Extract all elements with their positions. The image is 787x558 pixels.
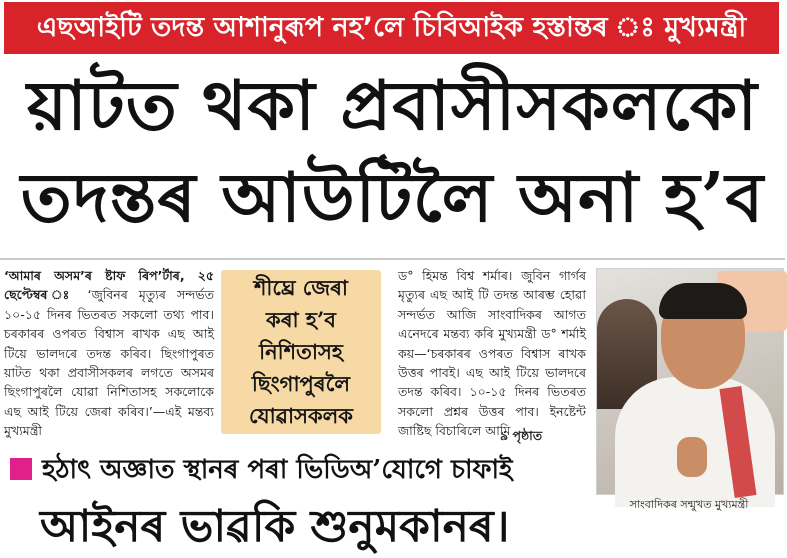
main-headline-line-2: তদন্তৰ আউটিলৈ অনা হ’ব: [20, 158, 765, 238]
pullquote-line-3: নিশিতাসহ: [259, 339, 343, 364]
pullquote-line-2: কৰা হ’ব: [266, 307, 336, 332]
continued-on-page[interactable]: ৯ পৃষ্ঠাত: [500, 428, 543, 443]
photo-caption: সাংবাদিকৰ সন্মুখত মুখ্যমন্ত্ৰী: [629, 498, 749, 511]
thumbs-up-hand: [677, 437, 707, 477]
second-story-headline: আইনৰ ভাৱকি শুনুমকানৰ।: [40, 501, 510, 552]
second-story-subhead: [10, 452, 590, 488]
kicker-strip: [0, 0, 785, 58]
article-body-2: ড° হিমন্ত বিশ্ব শৰ্মাৰ। জুবিন গাৰ্গৰ মৃত্যুৰ এছ আই টি তদন্ত আৰম্ভ হোৱা সন্দৰ্ভত আজি সাংবাদিকৰ আগত এনেদৰে মন্তব্য কৰি মুখ্যমন্ত্ৰী ড° শৰ্মাই কয়—‘চৰকাৰৰ ওপৰত বিশ্বাস ৰাখক উত্তৰ পাবই। এছ আই টিয়ে ভালদৰে তদন্ত কৰিব। ১০-১৫ দিনৰ ভিতৰত সকলো প্ৰশ্নৰ উত্তৰ পাব। ইনষ্টেন্ট জাষ্টিছ বিচাৰিলে আমি: [398, 268, 586, 439]
pullquote-line-4: ছিংগাপুৰলৈ: [251, 371, 351, 396]
pullquote-line-5: যোৱাসকলক: [249, 403, 353, 428]
pullquote-line-1: শীঘ্ৰে জেৰা: [253, 275, 349, 300]
divider: [0, 258, 785, 260]
speaker-hair: [659, 283, 747, 319]
chief-minister-photo: [596, 268, 784, 495]
bullet-square-icon: [10, 458, 32, 480]
article-column-2: [398, 266, 586, 448]
second-story-headline-cut: [40, 496, 560, 552]
pullquote-box: [221, 270, 381, 434]
article-body-1: ‘জুবিনৰ মৃত্যুৰ সন্দৰ্ভত ১০-১৫ দিনৰ ভিতৰত সকলো তথ্য পাব। চৰকাৰৰ ওপৰত বিশ্বাস ৰাখক এছ আই টিয়ে ভালদৰে তদন্ত কৰিব। ছিংগাপুৰত য়াটত থকা প্ৰবাসীসকলৰ লগতে অসমৰ ছিংগাপুৰলৈ যোৱা নিশিতাসহ সকলোকে এছ আই টিয়ে জেৰা কৰিব।’—এই মন্তব্য মুখ্যমন্ত্ৰী: [4, 287, 214, 439]
byline: ‘আমাৰ অসম’ৰ ষ্টাফ ৰিপ’ৰ্টাৰ, ২৫ ছেপ্টেম্বৰ ঃ: [4, 268, 214, 303]
kicker-headline: এছআইটি তদন্ত আশানুৰূপ নহ’লে চিবিআইক হস্তান্তৰ ঃ মুখ্যমন্ত্ৰী: [4, 2, 779, 54]
main-headline-line-1: য়াটত থকা প্ৰবাসীসকলকো: [26, 66, 758, 146]
main-headline: [0, 60, 785, 244]
article-column-1: [4, 266, 214, 448]
second-story-subhead-text: হঠাৎ অজ্ঞাত স্থানৰ পৰা ভিডিঅ’যোগে চাফাই: [42, 455, 513, 485]
